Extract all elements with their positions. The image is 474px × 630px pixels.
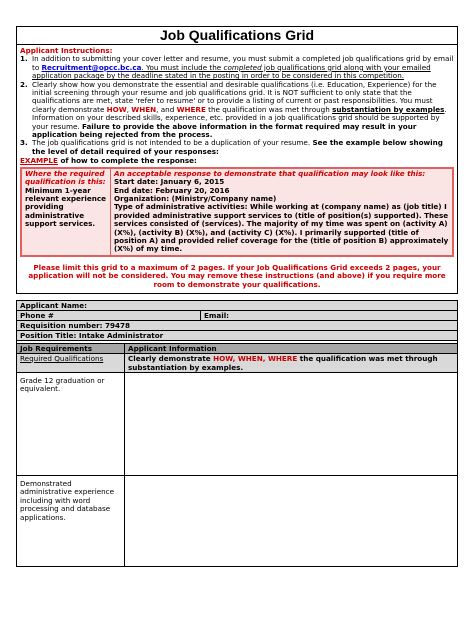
guidance-text: Clearly demonstrate xyxy=(128,353,214,363)
phone-field[interactable]: Phone # xyxy=(17,311,201,320)
recruitment-email-link[interactable]: Recruitment@opcc.bc.ca xyxy=(41,62,142,72)
item-text-part: , xyxy=(126,104,132,114)
emphasis-when: WHEN xyxy=(131,104,157,114)
requirement-cell: Grade 12 graduation or equivalent. xyxy=(17,373,125,475)
example-requirement-header: Where the required qualification is this: xyxy=(25,168,106,187)
example-response-cell xyxy=(111,169,452,255)
instruction-item-2 xyxy=(20,81,454,140)
guidance-text: the qualification was met through substantiation by examples. xyxy=(128,353,438,372)
item-text-part: the qualification was met through xyxy=(205,104,333,114)
item-text-part: . Information on your described skills, experience, etc. provided in a job qualifications grid should be supported by your resume. xyxy=(32,104,447,131)
example-requirement-text: Minimum 1-year relevant experience providing administrative support services. xyxy=(25,185,107,229)
contact-row xyxy=(17,310,457,320)
instructions-section xyxy=(16,45,458,294)
table-row xyxy=(17,475,457,566)
item-text-part: Clearly show how you demonstrate the essential and desirable qualifications (i.e. Education, Experience) for the initial screening through your resume and job qualifications grid. It is NOT sufficient to only state that the qualifications are met, state 'refer to resume' or to provide a listing of current or past responsibilities. You must clearly demonstrate xyxy=(32,79,437,114)
example-caption xyxy=(20,157,454,165)
table-subheader-row xyxy=(17,353,457,372)
page-title: Job Qualifications Grid xyxy=(16,26,458,45)
emphasis-how: HOW xyxy=(106,104,127,114)
item-text-part: , and xyxy=(156,104,177,114)
item-text xyxy=(32,55,454,80)
position-title: Position Title: Intake Administrator xyxy=(20,330,164,340)
applicant-name-field[interactable]: Applicant Name: xyxy=(20,300,88,310)
requisition-row xyxy=(17,320,457,330)
item-text-part: The job qualifications grid is not intended to be a duplication of your resume. xyxy=(32,138,313,148)
emphasis-where: WHERE xyxy=(176,104,206,114)
example-response-text: Type of administrative activities: While working at (company name) as (job title) I provided administrative support services to (title of position(s) supported). These services consisted of (services). The majority of my time was spent on (activity A) (X%), (activity B) (X%), and (activity C) (X%). I primarily supported (title of position A) and provided relief coverage for the (title of position B) approximately (X%) of my time. xyxy=(114,202,449,254)
item-text-part: job qualifications grid along with your emailed application package by the deadline stated in the posting in order to be considered in this competition. xyxy=(32,62,431,81)
example-end-date: End date: February 20, 2016 xyxy=(114,185,230,195)
response-cell[interactable] xyxy=(125,476,457,566)
table-header-row xyxy=(17,343,457,353)
item-number: 1. xyxy=(20,54,28,64)
applicant-name-row xyxy=(17,301,457,310)
example-organization: Organization: (Ministry/Company name) xyxy=(114,193,277,203)
required-qualifications-text: Required Qualifications xyxy=(20,353,104,363)
requirement-cell: Demonstrated administrative experience including with word processing and database applications. xyxy=(17,476,125,566)
document-page xyxy=(16,26,458,567)
guidance-emphasis: HOW, WHEN, WHERE xyxy=(213,353,298,363)
table-row xyxy=(17,372,457,475)
item-text xyxy=(32,139,454,156)
item-text-part: See the example below showing the level of detail required of your responses: xyxy=(32,138,443,156)
example-requirement-cell xyxy=(22,169,111,255)
item-text xyxy=(32,81,454,140)
required-qualifications-label xyxy=(17,354,125,372)
item-text-part: In addition to submitting your cover letter and resume, you must submit a completed job qualifications grid by email to xyxy=(32,54,454,72)
instruction-item-3 xyxy=(20,139,454,156)
page-limit-note: Please limit this grid to a maximum of 2 pages. If your Job Qualifications Grid exceeds 2 pages, your application will not be considered. You may remove these instructions (and above) if you require more room to demonstrate your qualifications. xyxy=(28,262,446,289)
item-text-part: substantiation by examples xyxy=(332,104,445,114)
example-response-header: An acceptable response to demonstrate that qualification may look like this: xyxy=(114,168,426,178)
example-label: EXAMPLE xyxy=(20,156,58,166)
instruction-item-1 xyxy=(20,55,454,80)
position-row xyxy=(17,330,457,340)
item-text-part: completed xyxy=(223,62,262,72)
response-cell[interactable] xyxy=(125,373,457,475)
item-text-part: Failure to provide the above information in the format required may result in your application being rejected from the process. xyxy=(32,121,417,140)
applicant-information-header: Applicant Information xyxy=(128,343,217,353)
requisition-number: Requisition number: 79478 xyxy=(20,320,131,330)
item-number: 2. xyxy=(20,79,28,89)
example-start-date: Start date: January 6, 2015 xyxy=(114,177,225,187)
item-number: 3. xyxy=(20,138,28,148)
instructions-heading: Applicant Instructions: xyxy=(20,46,113,55)
job-requirements-header: Job Requirements xyxy=(17,344,125,353)
example-caption-text: of how to complete the response: xyxy=(57,156,197,166)
example-grid xyxy=(20,167,454,257)
item-text-part: . You must include the xyxy=(141,62,224,72)
application-form xyxy=(16,300,458,567)
response-guidance xyxy=(125,354,457,372)
email-field[interactable]: Email: xyxy=(204,310,230,320)
